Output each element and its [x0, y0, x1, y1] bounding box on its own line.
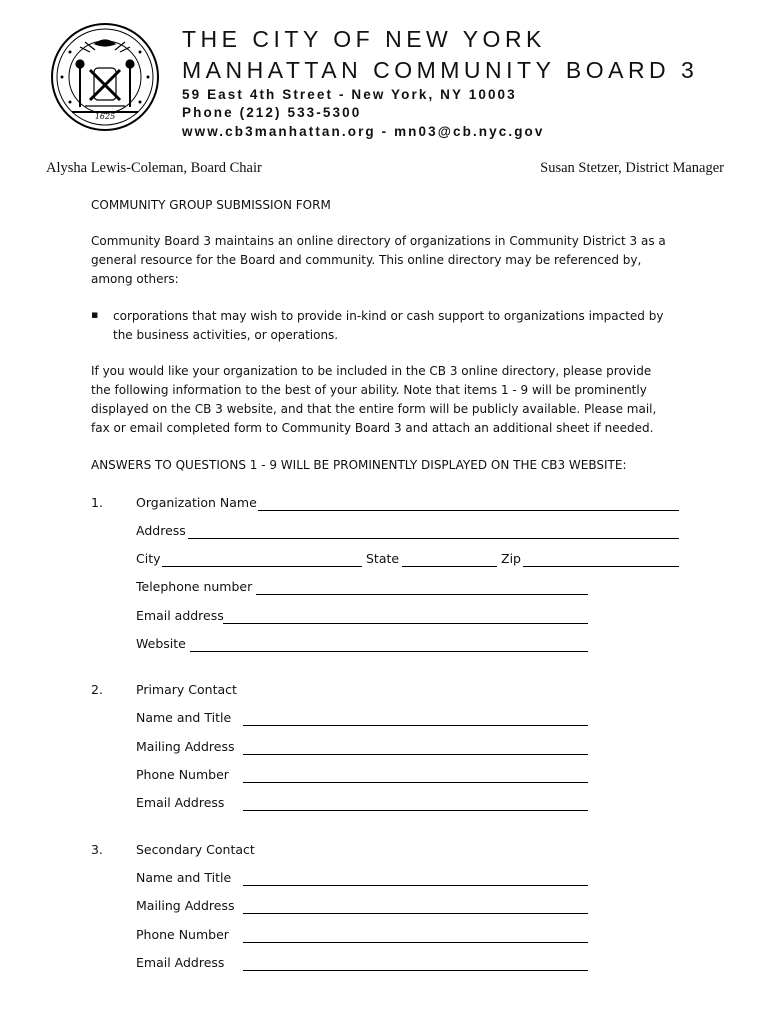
address-field[interactable] [188, 538, 679, 539]
state-label: State [366, 551, 400, 566]
telephone-label: Telephone number [136, 579, 253, 594]
city-label: City [136, 551, 161, 566]
primary-phone-label: Phone Number [136, 767, 229, 782]
instructions-line: displayed on the CB 3 website, and that the entire form will be publicly available. Please mail, [91, 402, 657, 416]
email-field[interactable] [223, 623, 588, 624]
secondary-mailing-field[interactable] [243, 913, 588, 914]
org-name-field[interactable] [258, 510, 679, 511]
org-name-label: Organization Name [136, 495, 257, 510]
instructions-line: If you would like your organization to be included in the CB 3 online directory, please provide [91, 364, 652, 378]
header-address: 59 East 4th Street - New York, NY 10003 [182, 87, 517, 102]
website-field[interactable] [190, 651, 588, 652]
bullet-icon: ▪ [91, 308, 99, 321]
question-number: 3. [91, 842, 103, 857]
telephone-field[interactable] [256, 594, 588, 595]
header-board: MANHATTAN COMMUNITY BOARD 3 [182, 57, 699, 83]
question-number: 2. [91, 682, 103, 697]
board-chair: Alysha Lewis-Coleman, Board Chair [46, 160, 262, 176]
secondary-mailing-label: Mailing Address [136, 898, 235, 913]
header-web: www.cb3manhattan.org - mn03@cb.nyc.gov [182, 124, 545, 139]
primary-email-label: Email Address [136, 795, 225, 810]
intro-line: general resource for the Board and community. This online directory may be referenced by, [91, 253, 642, 267]
district-manager: Susan Stetzer, District Manager [540, 160, 724, 176]
email-label: Email address [136, 608, 224, 623]
intro-line: Community Board 3 maintains an online directory of organizations in Community District 3 as a [91, 234, 666, 248]
form-title: COMMUNITY GROUP SUBMISSION FORM [91, 198, 331, 212]
website-label: Website [136, 636, 186, 651]
primary-phone-field[interactable] [243, 782, 588, 783]
secondary-name-field[interactable] [243, 885, 588, 886]
secondary-email-label: Email Address [136, 955, 225, 970]
question-number: 1. [91, 495, 103, 510]
primary-email-field[interactable] [243, 810, 588, 811]
zip-field[interactable] [523, 566, 679, 567]
intro-line: among others: [91, 272, 179, 286]
instructions-line: fax or email completed form to Community Board 3 and attach an additional sheet if needed. [91, 421, 654, 435]
primary-name-label: Name and Title [136, 710, 232, 725]
primary-mailing-field[interactable] [243, 754, 588, 755]
address-label: Address [136, 523, 186, 538]
secondary-name-label: Name and Title [136, 870, 232, 885]
header-phone: Phone (212) 533-5300 [182, 105, 362, 120]
instructions-line: the following information to the best of your ability. Note that items 1 - 9 will be prominently [91, 383, 647, 397]
zip-label: Zip [501, 551, 521, 566]
secondary-contact-heading: Secondary Contact [136, 842, 255, 857]
secondary-phone-field[interactable] [243, 942, 588, 943]
answers-heading: ANSWERS TO QUESTIONS 1 - 9 WILL BE PROMINENTLY DISPLAYED ON THE CB3 WEBSITE: [91, 458, 627, 472]
primary-contact-heading: Primary Contact [136, 682, 237, 697]
header-city: THE CITY OF NEW YORK [182, 26, 546, 52]
bullet-line: the business activities, or operations. [113, 328, 339, 342]
seal-year: 1625 [94, 112, 116, 121]
city-seal-icon [50, 22, 160, 132]
state-field[interactable] [402, 566, 497, 567]
secondary-email-field[interactable] [243, 970, 588, 971]
bullet-line: corporations that may wish to provide in-kind or cash support to organizations impacted by [113, 309, 664, 323]
secondary-phone-label: Phone Number [136, 927, 229, 942]
primary-mailing-label: Mailing Address [136, 739, 235, 754]
primary-name-field[interactable] [243, 725, 588, 726]
city-field[interactable] [162, 566, 362, 567]
